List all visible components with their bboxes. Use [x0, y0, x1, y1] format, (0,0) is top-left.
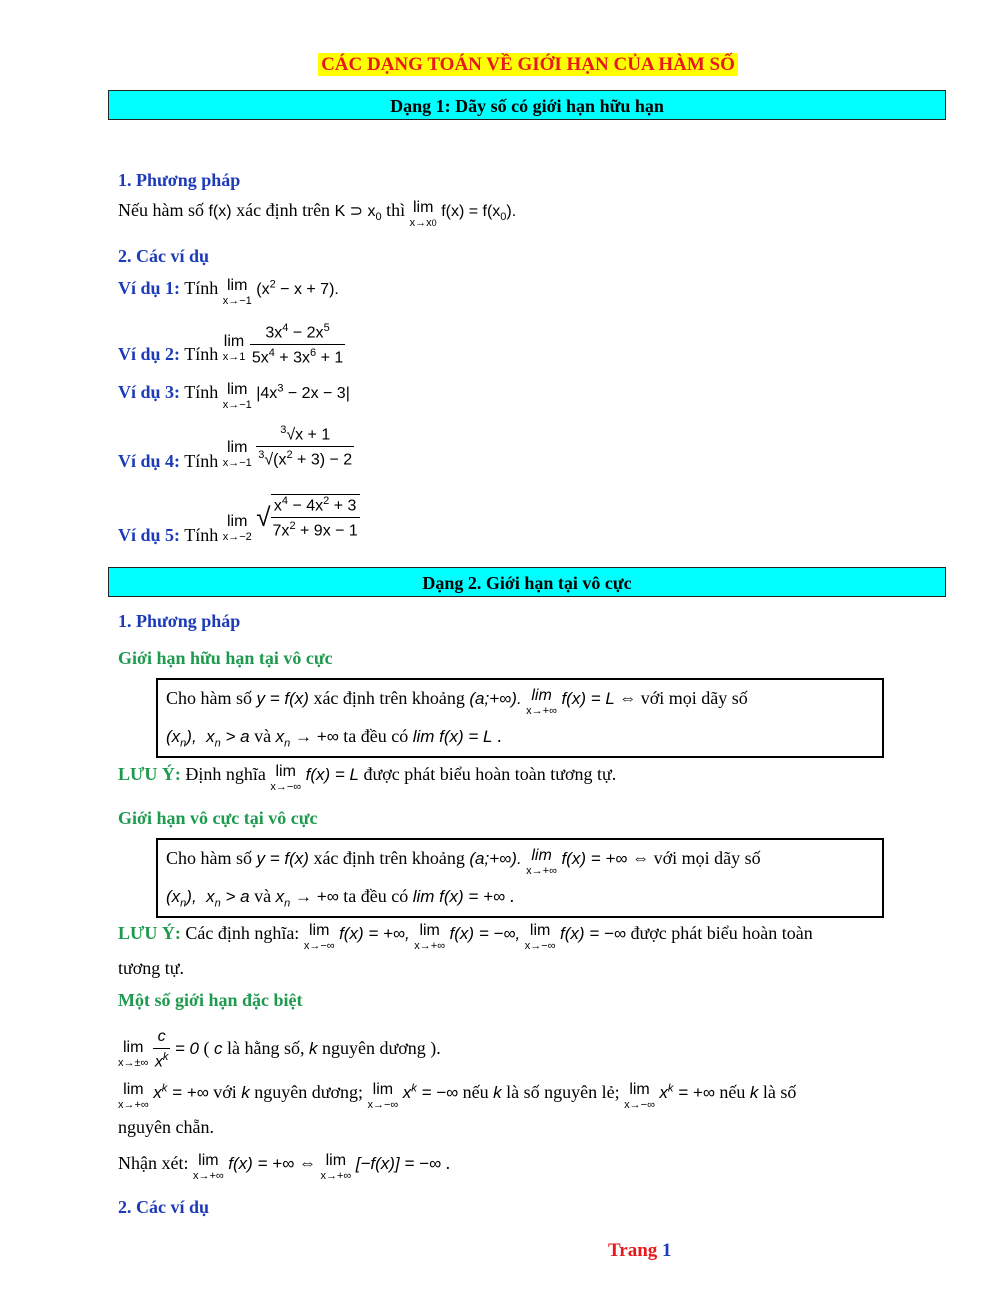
special-limit-2-cont: nguyên chẵn.: [118, 1117, 214, 1137]
infinite-limit-heading: Giới hạn vô cực tại vô cực: [118, 808, 318, 828]
page-title: CÁC DẠNG TOÁN VỀ GIỚI HẠN CỦA HÀM SỐ: [0, 54, 1000, 76]
section2-header: Dạng 2. Giới hạn tại vô cực: [108, 567, 946, 597]
finite-limit-heading: Giới hạn hữu hạn tại vô cực: [118, 648, 333, 668]
method-statement: Nếu hàm số f(x) xác định trên K ⊃ $x_0$ thì lim x→x0 $f(x) = f(x_0)$.: [118, 199, 517, 229]
page-footer: Trang 1: [608, 1240, 672, 1261]
note-1: LƯU Ý: Định nghĩa lim x→−∞ f(x) = L được phát biểu hoàn toàn tương tự.: [118, 763, 617, 793]
definition-box-finite: Cho hàm số y = f(x) xác định trên khoảng (a;+∞). lim x→+∞ f(x) = L ⇔ với mọi dãy số $(x_n)$, $x_n > a$ và $x_n$ → +∞ ta đều có lim f(x) = L .: [156, 678, 884, 758]
note-2-cont: tương tự.: [118, 958, 185, 978]
special-limit-2: lim x→+∞ $x^k$ = +∞ với k nguyên dương; lim x→−∞ $x^k$ = −∞ nếu k là số nguyên lẻ; lim x→−∞ $x^k$ = +∞ nếu k là số: [118, 1081, 797, 1111]
example-1: Ví dụ 1: Tính lim x→−1 $(x^2 - x + 7)$.: [118, 277, 339, 307]
special-limit-1: lim x→±∞ $\frac{c}{x^k}$ = 0 ( c là hằng số, k nguyên dương ).: [118, 1028, 441, 1071]
example-5: Ví dụ 5: Tính lim x→−2 √ $\frac{x^4 - 4x^2 + 3}{7x^2 + 9x - 1}$: [118, 495, 358, 546]
page-number: 1: [662, 1240, 672, 1261]
section1-method-heading: 1. Phương pháp: [118, 170, 241, 190]
section1-header: Dạng 1: Dãy số có giới hạn hữu hạn: [108, 90, 946, 120]
example-2: Ví dụ 2: Tính lim x→1 $\frac{3x^4 - 2x^5}{5x^4 + 3x^6 + 1}$: [118, 322, 344, 367]
section2-examples-heading: 2. Các ví dụ: [118, 1197, 210, 1217]
special-limits-heading: Một số giới hạn đặc biệt: [118, 990, 303, 1010]
section1-examples-heading: 2. Các ví dụ: [118, 246, 210, 266]
remark: Nhận xét: lim x→+∞ f(x) = +∞ ⇔ lim x→+∞ [−f(x)] = −∞ .: [118, 1152, 451, 1182]
example-3: Ví dụ 3: Tính lim x→−1 $|4x^3 - 2x - 3|$: [118, 381, 350, 411]
section2-method-heading: 1. Phương pháp: [118, 611, 241, 631]
note-2: LƯU Ý: Các định nghĩa: lim x→−∞ f(x) = +∞, lim x→+∞ f(x) = −∞, lim x→−∞ f(x) = −∞ được phát biểu hoàn toàn: [118, 922, 813, 952]
example-4: Ví dụ 4: Tính lim x→−1 $\frac{^3√x + 1}{^3√(x^2 + 3) - 2}$: [118, 424, 353, 471]
definition-box-infinite: Cho hàm số y = f(x) xác định trên khoảng (a;+∞). lim x→+∞ f(x) = +∞ ⇔ với mọi dãy số $(x_n)$, $x_n > a$ và $x_n$ → +∞ ta đều có lim f(x) = +∞ .: [156, 838, 884, 918]
